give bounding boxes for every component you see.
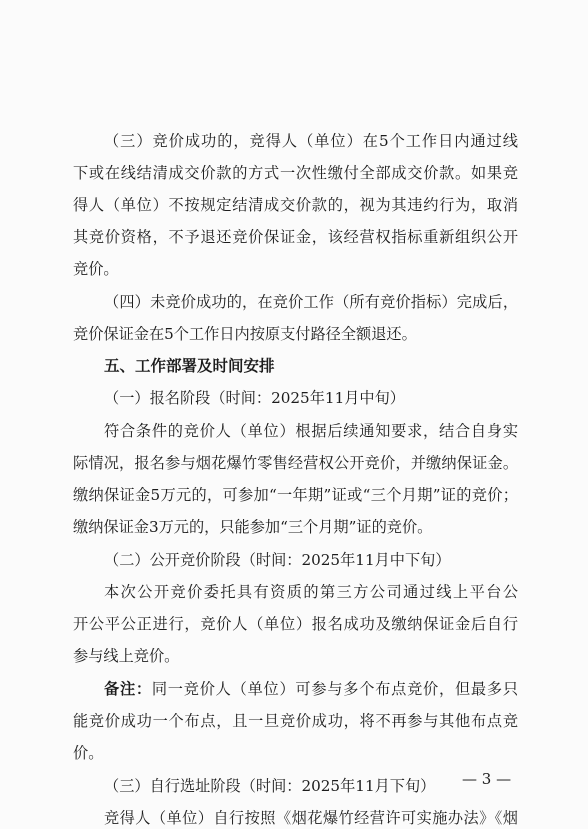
paragraph-line: 竞得人（单位）自行按照《烟花爆竹经营许可实施办法》《烟	[104, 809, 518, 827]
paragraph-line: 竞价保证金在5个工作日内按原支付路径全额退还。	[73, 325, 417, 343]
page-number: — 3 —	[462, 770, 512, 788]
paragraph-line: 其竞价资格，不予退还竞价保证金，该经营权指标重新组织公开	[73, 228, 518, 246]
paragraph-line: 竞价。	[73, 260, 119, 278]
subsection-heading: （一）报名阶段（时间：2025年11月中旬）	[104, 389, 405, 407]
paragraph-line: 参与线上竞价。	[73, 647, 180, 665]
note-label: 备注：	[104, 680, 152, 698]
paragraph-line: 符合条件的竞价人（单位）根据后续通知要求，结合自身实	[104, 422, 518, 440]
subsection-heading: （二）公开竞价阶段（时间：2025年11月中下旬）	[104, 551, 451, 569]
paragraph-line: 开公平公正进行，竞价人（单位）报名成功及缴纳保证金后自行	[73, 615, 518, 633]
paragraph-line: 下或在线结清成交价款的方式一次性缴付全部成交价款。如果竞	[73, 164, 518, 182]
section-heading: 五、工作部署及时间安排	[104, 357, 275, 375]
paragraph-line: 得人（单位）不按规定结清成交价款的，视为其违约行为，取消	[73, 196, 518, 214]
paragraph-line: 本次公开竞价委托具有资质的第三方公司通过线上平台公	[104, 583, 518, 601]
paragraph-line: 际情况，报名参与烟花爆竹零售经营权公开竞价，并缴纳保证金。	[73, 454, 518, 472]
note-text: 同一竞价人（单位）可参与多个布点竞价，但最多只	[151, 680, 518, 698]
note-line	[104, 679, 518, 699]
paragraph-line: 价。	[73, 744, 104, 762]
paragraph-line: 缴纳保证金3万元的，只能参加“三个月期”证的竞价。	[73, 518, 433, 536]
paragraph-line: 能竞价成功一个布点，且一旦竞价成功，将不再参与其他布点竞	[73, 712, 518, 730]
paragraph-line: 缴纳保证金5万元的，可参加“一年期”证或“三个月期”证的竞价；	[73, 486, 518, 504]
subsection-heading: （三）自行选址阶段（时间：2025年11月下旬）	[104, 777, 436, 795]
paragraph-line: （四）未竞价成功的，在竞价工作（所有竞价指标）完成后，	[104, 293, 518, 311]
paragraph-line: （三）竞价成功的，竞得人（单位）在5个工作日内通过线	[104, 132, 518, 150]
